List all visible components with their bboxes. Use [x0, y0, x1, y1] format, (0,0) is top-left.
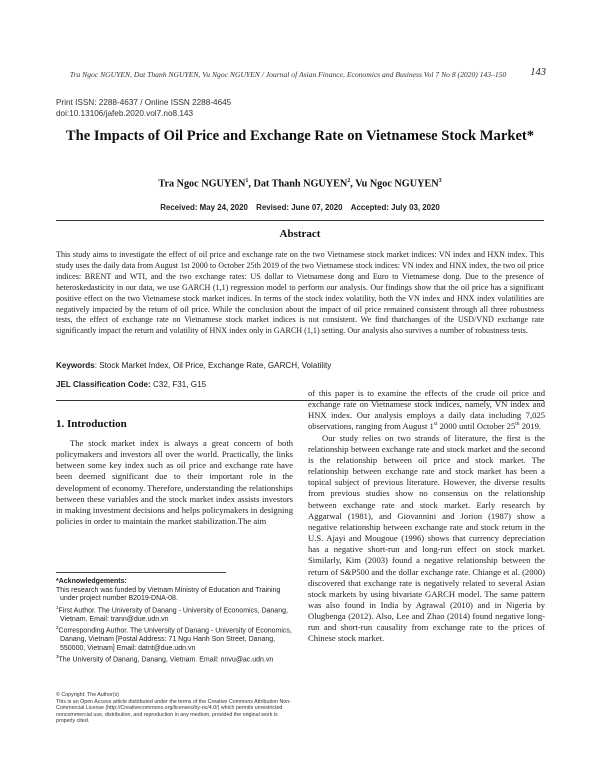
author-line: Tra Ngoc NGUYEN$^1$, Dat Thanh NGUYEN$^2$, Vu Ngoc NGUYEN$^3$ [158, 178, 442, 190]
copyright-line: © Copyright: The Author(s) [56, 692, 119, 698]
footnote-divider [56, 572, 226, 573]
divider [56, 220, 544, 221]
acknowledgement-text: This research was funded by Vietnam Ministry of Education and Training under project number B2019-DNA-08. [56, 586, 281, 603]
author-affiliation-mark: 2 [347, 178, 351, 184]
jel-label: JEL Classification Code: [56, 380, 151, 389]
section-heading: 1. Introduction [56, 418, 127, 430]
author-name: Tra Ngoc NGUYEN [158, 178, 246, 190]
left-column [56, 438, 293, 527]
revised-date: Revised: June 07, 2020 [256, 203, 343, 212]
keywords-text: Stock Market Index, Oil Price, Exchange Rate, GARCH, Volatility [99, 361, 332, 370]
doi-line[interactable]: doi:10.13106/jafeb.2020.vol7.no8.143 [56, 109, 194, 118]
paper-title: The Impacts of Oil Price and Exchange Rate on Vietnamese Stock Market* [65, 128, 535, 144]
body-paragraph: of this paper is to examine the effects of the crude oil price and exchange rate on Vietnamese stock indices, namely, VN index and HNX index. Our analysis employs a daily data including 7,025 observations, ranging from August 1st 2000 until October 25th 2019. [308, 388, 545, 432]
footnote-item: $^3$The University of Danang, Danang, Vietnam. Email: nnvu@ac.udn.vn [56, 654, 274, 664]
body-paragraph: The stock market index is always a great concern of both policymakers and investors all over the world. Practically, the links between some key index such as oil price and exchange rate have been deemed significant due to their important role in the development of economy. Therefore, understanding the relationships between these variables and the stock market index assists investors in making investment decisions and helps policymakers in designing policies in order to maintain the market stabilization.The aim [56, 438, 293, 527]
author-name: Vu Ngoc NGUYEN [355, 178, 439, 190]
author-affiliation-mark: 3 [438, 178, 442, 184]
page-number: 143 [530, 67, 546, 78]
abstract-heading: Abstract [279, 228, 321, 240]
author-affiliation-mark: 1 [245, 178, 249, 184]
license-note [56, 692, 293, 725]
running-head: Tra Ngoc NGUYEN, Dat Thanh NGUYEN, Vu Ngoc NGUYEN / Journal of Asian Finance, Economics and Business Vol 7 No 8 (2020) 143–150 [69, 70, 507, 79]
author-name: Dat Thanh NGUYEN [253, 178, 348, 190]
jel-codes: C32, F31, G15 [153, 380, 207, 389]
keywords-label: Keywords [56, 361, 95, 370]
right-column [308, 388, 545, 645]
footnote-item: $^2$Corresponding Author. The University of Danang - University of Economics, Danang, Vietnam [Postal Address: 71 Ngu Hanh Son Street, Danang, 550000, Vietnam] Email: datnt@due.udn.vn [56, 625, 292, 652]
license-text: This is an Open Access article distributed under the terms of the Creative Commons Attribution Non-Commercial License (http://Creativecommons.org/licenses/by-nc/4.0/) which permits unrestricted noncommercial use, distribution, and reproduction in any medium, provided the original work is properly cited. [56, 698, 291, 725]
submission-dates [40, 203, 560, 212]
issn-line: Print ISSN: 2288-4637 / Online ISSN 2288-4645 [56, 98, 232, 107]
body-paragraph: Our study relies on two strands of literature, the first is the relationship between exchange rate and stock market and the second is the relationship between oil price and stock market. The relationship between exchange rate and stock market has been a topical subject of previous literature. However, the diverse results from previous studies show no consensus on the relationship between exchange rate and stock market. Early research by Aggarwal (1981), and Giovannini and Jorion (1987) show a negative relationship between exchange rate and stock return in the U.S. Ajayi and Mougoue (1996) shows that currency depreciation has a negative short-run and long-run effect on stock market. Similarly, Kim (2003) found a negative relationship between the return of S&P500 and the dollar exchange rate. Chiange et al. (2000) discovered that exchange rate is negatively related to several Asian stock markets by using bivariate GARCH model. The same pattern was also found in India by Agrawal (2010) and in Nigeria by Olugbenga (2012). Also, Lee and Zhao (2014) found negative long-run and short-run causality from exchange rate to the prices of Chinese stock market. [308, 432, 545, 644]
accepted-date: Accepted: July 03, 2020 [350, 203, 440, 212]
acknowledgement-label: *Acknowledgements: [56, 578, 127, 585]
keywords: Keywords: Stock Market Index, Oil Price, Exchange Rate, GARCH, Volatility [56, 361, 332, 370]
issn-block [56, 97, 231, 119]
footnotes [56, 578, 293, 665]
footnote-item: $^1$First Author. The University of Danang - University of Economics, Danang, Vietnam. Email: trann@due.udn.vn [56, 604, 288, 623]
abstract-body: This study aims to investigate the effect of oil price and exchange rate on the two Vietnamese stock market indices: VN index and HXN index. This study uses the daily data from August 1st 2000 to October 25th 2019 of the two Vietnamese stock indices: VN index and HNX index, the two oil price indices: BRENT and WTI, and the two exchange rates: US dollar to Vietnamese dong and Euro to Vietnamese dong. Due to the presence of heteroskedasticity in our data, we use GARCH (1,1) regression model to perform our analysis. Our findings show that the oil price has a significant positive effect on the two Vietnamese stock market indices. In terms of the stock index volatility, both the VN index and HNX index volatilities are negatively impacted by the return of oil price. While the conclusion about the impact of oil price remained consistent through all three robustness tests, the effect of exchange rate on Vietnamese stock market indices is not consistent. We find thatchanges of the USD/VND exchange rate significantly impact the return and volatility of HNX index only in GARCH (1,1) setting. Our analysis also survives a number of robustness tests. [56, 250, 544, 336]
received-date: Received: May 24, 2020 [160, 203, 248, 212]
